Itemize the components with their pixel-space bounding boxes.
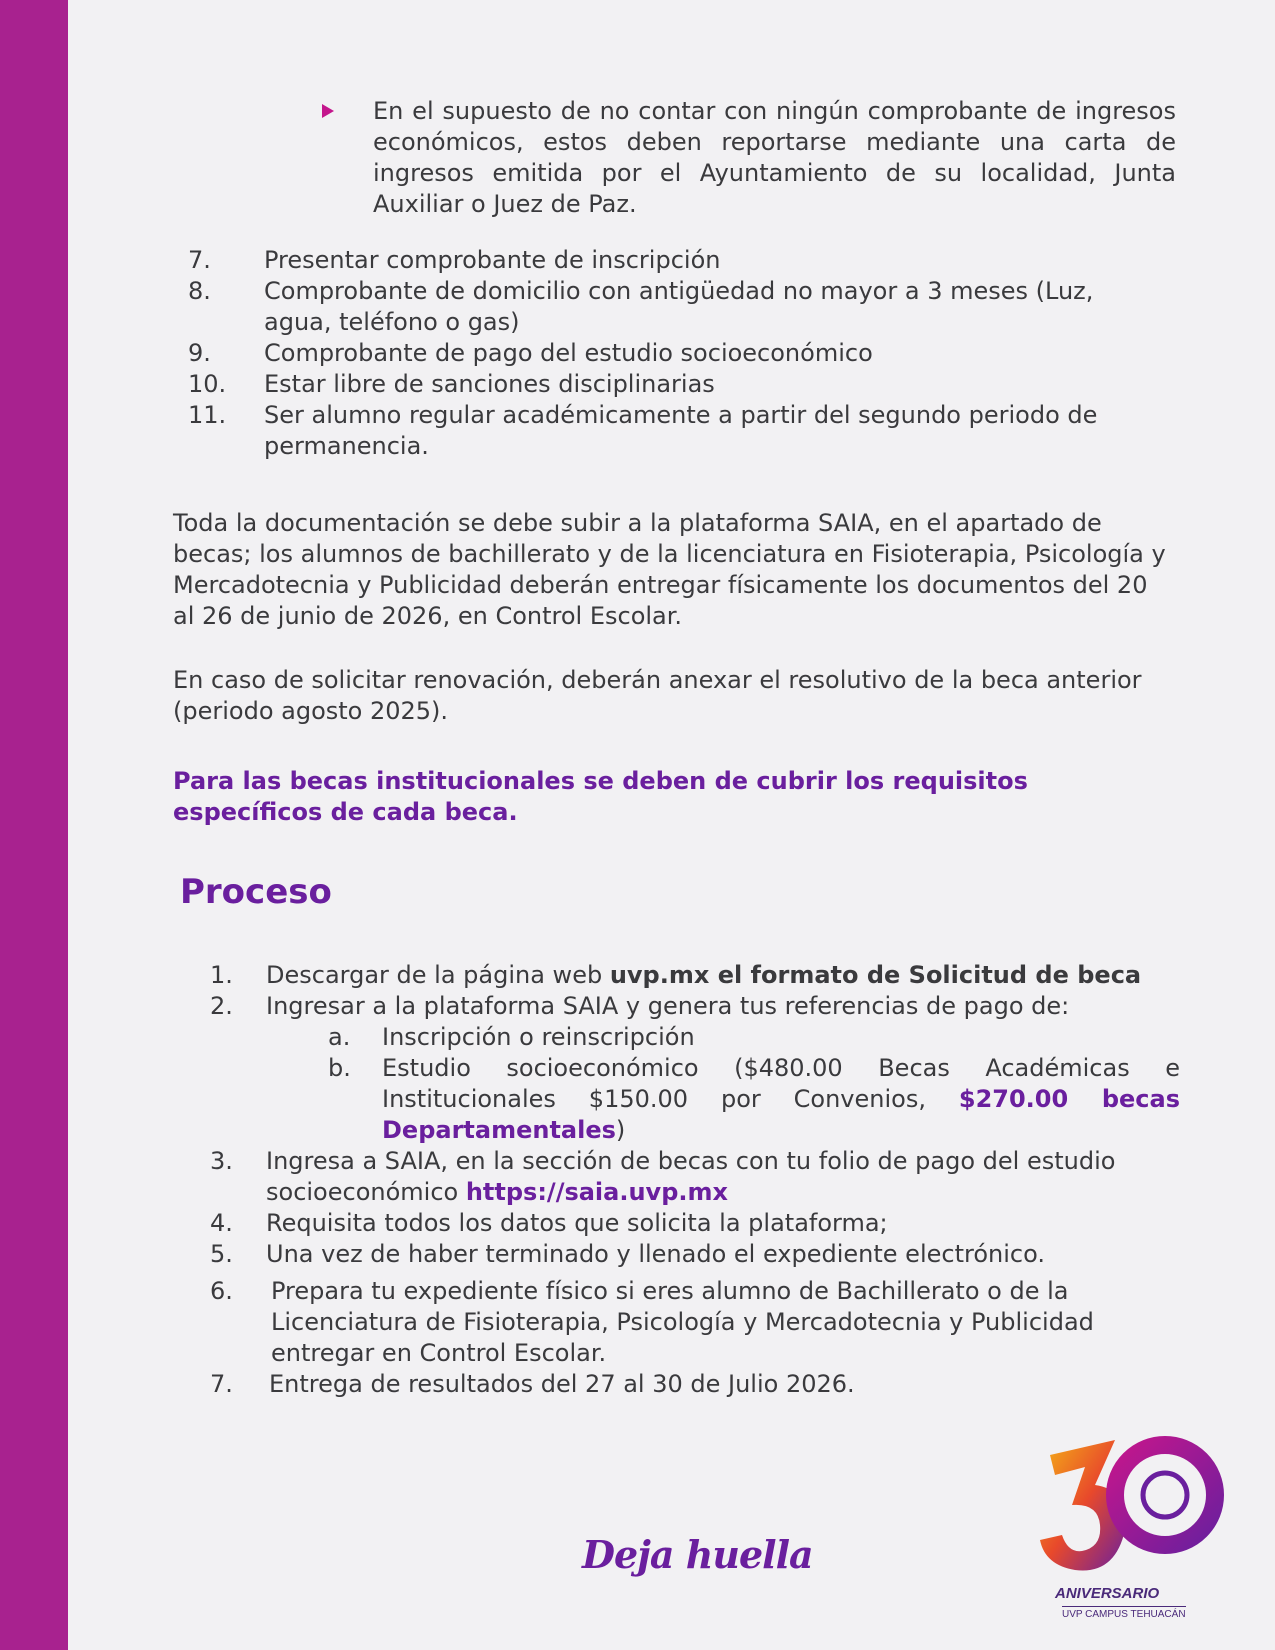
list-number: 3. <box>210 1147 233 1175</box>
list-item <box>210 960 1180 991</box>
list-number: 6. <box>210 1277 233 1305</box>
list-item <box>210 1146 1180 1208</box>
sub-list-item <box>328 1022 1180 1053</box>
list-item <box>210 1208 1180 1239</box>
logo-title: ANIVERSARIO <box>1055 1585 1160 1602</box>
sub-list-text-end: ) <box>615 1116 626 1144</box>
list-text: Ser alumno regular académicamente a partir del segundo periodo de permanencia. <box>264 401 1098 460</box>
documentation-paragraph: Toda la documentación se debe subir a la plataforma SAIA, en el apartado de becas; los alumnos de bachillerato y de la licenciatura en Fisioterapia, Psicología y Mercadotecnia y Publicidad deberán entregar físicamente los documentos del 20 al 26 de junio de 2026, en Control Escolar. <box>173 509 1166 630</box>
renewal-paragraph: En caso de solicitar renovación, deberán anexar el resolutivo de la beca anterior (periodo agosto 2025). <box>173 666 1142 725</box>
logo-subtitle: UVP CAMPUS TEHUACÁN <box>1062 1606 1186 1620</box>
list-number: 7. <box>210 1370 233 1398</box>
sub-list-text-plain: Estudio socioeconómico ($480.00 Becas Académicas e Institucionales $150.00 por Convenios, <box>382 1054 1180 1113</box>
list-number: 11. <box>188 401 227 429</box>
list-text: Comprobante de pago del estudio socioeconómico <box>264 339 873 367</box>
bullet-item <box>322 96 1176 220</box>
process-list <box>210 960 1180 1400</box>
institutional-note: Para las becas institucionales se deben de cubrir los requisitos específicos de cada beca. <box>173 767 1028 826</box>
list-item <box>188 400 1148 462</box>
list-item <box>210 991 1180 1022</box>
list-text: Una vez de haber terminado y llenado el expediente electrónico. <box>266 1240 1045 1268</box>
list-item <box>188 369 1148 400</box>
list-item <box>210 1276 1180 1369</box>
list-number: 7. <box>188 246 211 274</box>
logo-digit-zero-ring <box>1115 1445 1215 1545</box>
sub-list-text: Inscripción o reinscripción <box>382 1023 695 1051</box>
sub-list-item <box>328 1053 1180 1146</box>
sub-list-letter: a. <box>328 1023 351 1051</box>
list-text: Presentar comprobante de inscripción <box>264 246 721 274</box>
saia-link[interactable]: https://saia.uvp.mx <box>465 1178 728 1206</box>
list-number: 8. <box>188 277 211 305</box>
list-text: Comprobante de domicilio con antigüedad no mayor a 3 meses (Luz, agua, teléfono o gas) <box>264 277 1094 336</box>
list-item <box>188 276 1148 338</box>
list-text: Entrega de resultados del 27 al 30 de Julio 2026. <box>269 1370 855 1398</box>
list-item <box>210 1239 1180 1270</box>
list-number: 4. <box>210 1209 233 1237</box>
list-text: Ingresar a la plataforma SAIA y genera tus referencias de pago de: <box>266 992 1070 1020</box>
list-text-plain: Ingresa a SAIA, en la sección de becas con tu folio de pago del estudio socioeconómico <box>266 1147 1116 1206</box>
list-number: 5. <box>210 1240 233 1268</box>
logo-inner-ring <box>1143 1473 1187 1517</box>
list-number: 1. <box>210 961 233 989</box>
list-number: 10. <box>188 370 227 398</box>
list-text <box>266 1146 1180 1208</box>
list-text: Prepara tu expediente físico si eres alumno de Bachillerato o de la Licenciatura de Fisioterapia, Psicología y Mercadotecnia y Publicidad entregar en Control Escolar. <box>271 1277 1094 1367</box>
requirements-list <box>188 245 1148 462</box>
triangle-bullet-icon <box>322 104 334 118</box>
sub-list <box>328 1022 1180 1146</box>
list-text <box>266 960 1180 991</box>
logo-number-text: 30 <box>1030 1425 1032 1426</box>
list-text-bold: uvp.mx el formato de Solicitud de beca <box>609 961 1142 989</box>
list-number: 2. <box>210 992 233 1020</box>
sub-list-text <box>382 1053 1180 1146</box>
list-text: Requisita todos los datos que solicita la plataforma; <box>266 1209 888 1237</box>
bullet-text: En el supuesto de no contar con ningún comprobante de ingresos económicos, estos deben reportarse mediante una carta de ingresos emitida por el Ayuntamiento de su localidad, Junta Auxiliar o Juez de Paz. <box>373 97 1176 218</box>
list-text: Estar libre de sanciones disciplinarias <box>264 370 715 398</box>
list-item <box>188 245 1148 276</box>
section-heading: Proceso <box>180 872 332 912</box>
list-number: 9. <box>188 339 211 367</box>
list-item <box>188 338 1148 369</box>
highlighted-price: $270.00 becas Departamentales <box>382 1085 1180 1144</box>
sub-list-letter: b. <box>328 1054 351 1082</box>
list-item <box>210 1369 1180 1400</box>
list-text-plain: Descargar de la página web <box>266 961 610 989</box>
deja-huella-signature: Deja huella <box>582 1532 813 1577</box>
